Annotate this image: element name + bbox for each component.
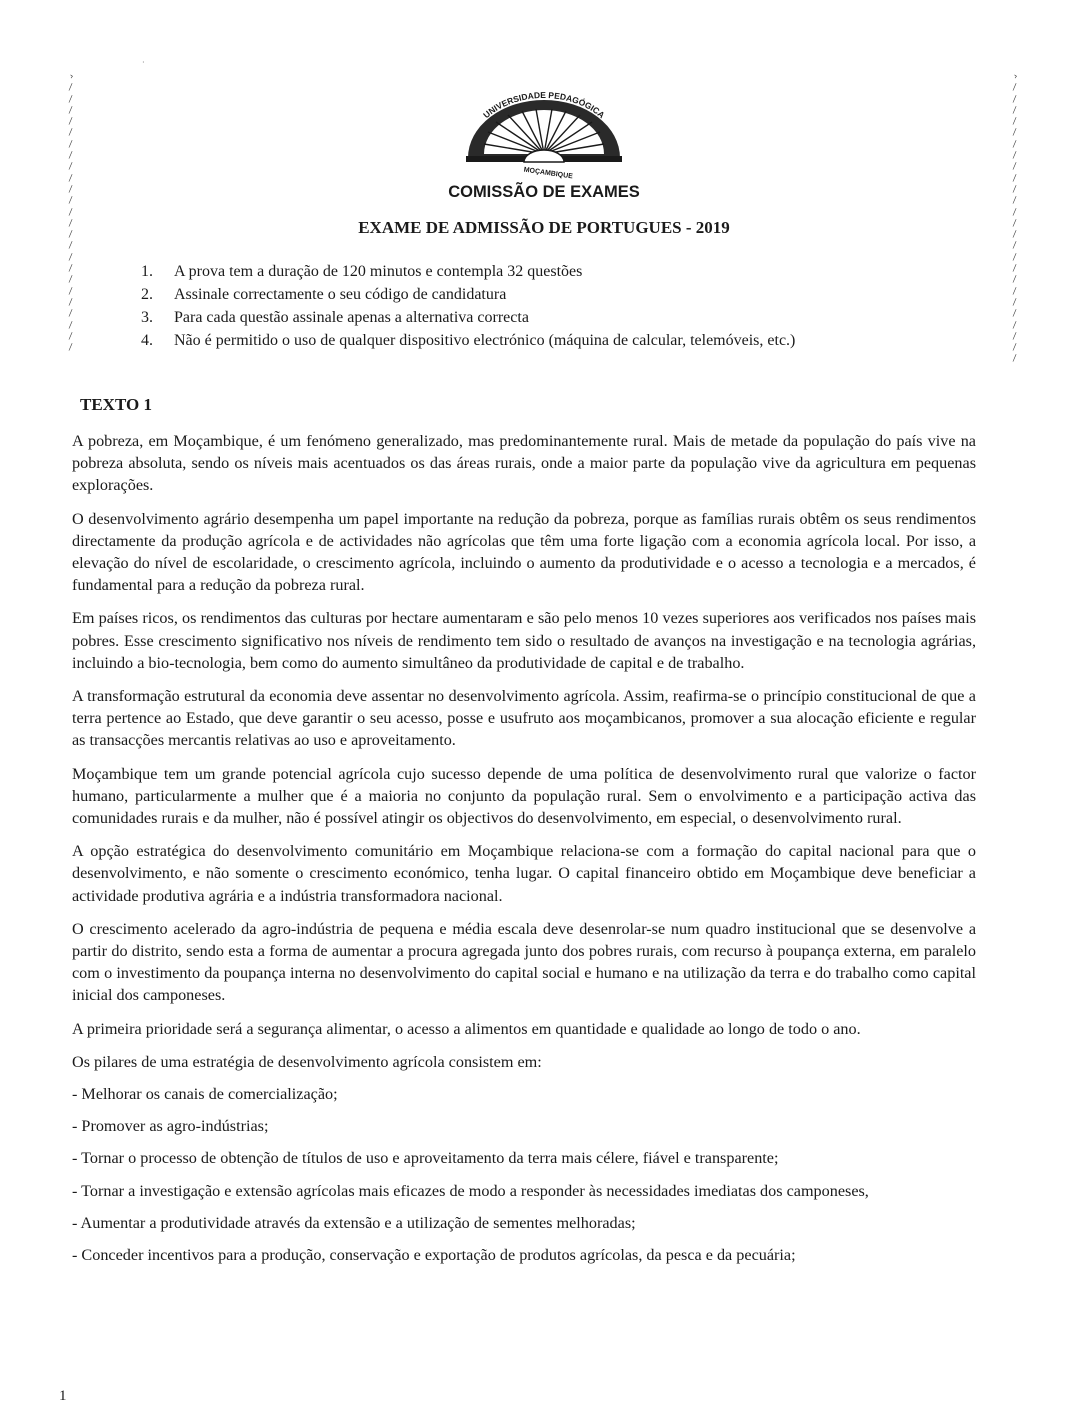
exam-title: EXAME DE ADMISSÃO DE PORTUGUES - 2019 [358, 218, 730, 237]
instruction-number: 1. [141, 263, 153, 280]
pillar-item: - Melhorar os canais de comercialização; [72, 1085, 338, 1104]
margin-tick-mark: ⁄ [69, 196, 73, 207]
margin-tick-mark: ⁄ [69, 252, 73, 263]
margin-tick-mark: ⁄ [69, 331, 73, 343]
margin-tick-mark: ⁄ [69, 173, 73, 184]
instruction-item [141, 306, 795, 329]
margin-tick-mark: ⁄ [1013, 196, 1017, 207]
instruction-text: Assinale correctamente o seu código de candidatura [174, 286, 507, 303]
page-number: 1 [59, 1388, 67, 1404]
margin-tick-mark: ⁄ [69, 162, 73, 173]
margin-tick-mark: › [69, 71, 75, 83]
margin-tick-mark: ⁄ [69, 105, 73, 117]
margin-tick-mark: ⁄ [69, 298, 73, 309]
text-body [72, 430, 976, 1276]
paragraph: Os pilares de uma estratégia de desenvolvimento agrícola consistem em: [72, 1052, 542, 1071]
margin-tick-mark: ⁄ [1013, 139, 1017, 150]
margin-tick-mark: ⁄ [69, 151, 73, 162]
paragraph: Moçambique tem um grande potencial agrícola cujo sucesso depende de uma política de desenvolvimento rural que valorize o factor humano, particularmente a mulher que é a maioria no conjunto da população rural. Sem o envolvimento e a participação activa das comunidades rurais e da mulher, não é possível atingir os objectivos do desenvolvimento, em especial, o desenvolvimento rural. [72, 764, 976, 828]
instructions-list [141, 260, 795, 352]
margin-tick-mark: › [1013, 71, 1019, 83]
margin-tick-mark: ⁄ [1013, 343, 1017, 354]
instruction-number: 4. [141, 332, 153, 349]
paragraph: A pobreza, em Moçambique, é um fenómeno generalizado, mas predominantemente rural. Mais de metade da população do país vive na pobreza absoluta, sendo os níveis mais acentuados os das áreas rurais, onde a maior parte da população vive da agricultura em pequenas explorações. [72, 432, 976, 495]
margin-tick-mark: ⁄ [1013, 275, 1017, 286]
margin-tick-mark: ⁄ [69, 309, 73, 320]
instruction-item [141, 260, 795, 283]
margin-tick-mark: ⁄ [69, 128, 73, 139]
margin-tick-mark: ⁄ [69, 218, 73, 230]
section-title: TEXTO 1 [80, 395, 152, 414]
university-logo-icon [458, 88, 630, 180]
margin-tick-mark: ⁄ [69, 275, 73, 286]
margin-tick-mark: ⁄ [1013, 162, 1017, 173]
paragraph: A primeira prioridade será a segurança alimentar, o acesso a alimentos em quantidade e qualidade ao longo de todo o ano. [72, 1019, 861, 1038]
margin-tick-mark: ⁄ [69, 286, 73, 297]
margin-tick-mark: ⁄ [1013, 309, 1017, 320]
margin-tick-mark: ⁄ [1013, 286, 1017, 297]
instruction-number: 2. [141, 286, 153, 303]
margin-tick-mark: ⁄ [1013, 320, 1017, 331]
margin-tick-mark: ⁄ [1013, 218, 1017, 230]
instruction-text: Não é permitido o uso de qualquer dispositivo electrónico (máquina de calcular, telemóveis, etc.) [174, 332, 796, 349]
margin-tick-mark: ⁄ [1013, 83, 1017, 94]
left-margin-marks [70, 72, 74, 354]
margin-tick-mark: ⁄ [1013, 298, 1017, 309]
margin-tick-mark: ⁄ [69, 185, 73, 196]
margin-tick-mark: ⁄ [1013, 128, 1017, 139]
paragraph: O crescimento acelerado da agro-indústria de pequena e média escala deve desenrolar-se num quadro institucional que se desenvolve a partir do distrito, sendo esta a forma de aumentar a procura agregada junto dos pobres rurais, com recurso à poupança externa, em paralelo com o investimento da poupança interna no desenvolvimento do capital social e humano e na utilização da terra e do trabalho como capital inicial dos camponeses. [72, 919, 976, 1005]
margin-tick-mark: ⁄ [1013, 94, 1017, 105]
scan-speck: · [142, 58, 145, 67]
instruction-text: A prova tem a duração de 120 minutos e contempla 32 questões [174, 263, 583, 280]
committee-heading: COMISSÃO DE EXAMES [448, 183, 640, 201]
margin-tick-mark: ⁄ [1013, 105, 1017, 117]
pillar-item: - Conceder incentivos para a produção, conservação e exportação de produtos agrícolas, da pesca e da pecuária; [72, 1246, 796, 1265]
margin-tick-mark: ⁄ [1013, 241, 1017, 252]
pillar-item: - Tornar o processo de obtenção de títulos de uso e aproveitamento da terra mais célere, fiável e transparente; [72, 1149, 779, 1168]
paragraph: A transformação estrutural da economia deve assentar no desenvolvimento agrícola. Assim, reafirma-se o princípio constitucional de que a terra pertence ao Estado, que deve garantir o seu acesso, posse e usufruto aos moçambicanos, promover a sua alocação eficiente e regular as transacções mercantis relativas ao uso e aproveitamento. [72, 687, 976, 750]
margin-tick-mark: ⁄ [69, 343, 73, 354]
instruction-item [141, 283, 795, 306]
logo-text-bottom: MOÇAMBIQUE [523, 166, 574, 180]
margin-tick-mark: ⁄ [69, 264, 73, 275]
paragraph: O desenvolvimento agrário desempenha um papel importante na redução da pobreza, porque as famílias rurais obtêm os seus rendimentos directamente da produção agrícola e de actividades não agrícolas que têm uma forte ligação com a economia agrícola local. Por isso, a elevação do nível de escolaridade, o crescimento agrícola, incluindo o aumento da produtividade e o acesso a tecnologia e a mercados, é fundamental para a redução da pobreza rural. [72, 509, 976, 595]
margin-tick-mark: ⁄ [1013, 185, 1017, 196]
margin-tick-mark: ⁄ [1013, 207, 1017, 218]
pillar-item: - Promover as agro-indústrias; [72, 1117, 269, 1136]
instruction-number: 3. [141, 309, 153, 326]
margin-tick-mark: ⁄ [69, 94, 73, 105]
margin-tick-mark: ⁄ [1013, 151, 1017, 162]
instruction-text: Para cada questão assinale apenas a alternativa correcta [174, 309, 529, 326]
paragraph: Em países ricos, os rendimentos das culturas por hectare aumentaram e são pelo menos 10 vezes superiores aos verificados nos países mais pobres. Esse crescimento significativo nos níveis de rendimento tem sido o resultado de avanços na investigação e na tecnologia agrárias, incluindo a bio-tecnologia, bem como do aumento simultâneo da produtividade de capital e de trabalho. [72, 609, 976, 672]
instruction-item [141, 329, 795, 352]
margin-tick-mark: ⁄ [69, 83, 73, 94]
pillar-item: - Aumentar a produtividade através da extensão e a utilização de sementes melhoradas; [72, 1213, 636, 1232]
margin-tick-mark: ⁄ [1013, 264, 1017, 275]
margin-tick-mark: ⁄ [1013, 354, 1017, 365]
margin-tick-mark: ⁄ [1013, 173, 1017, 184]
margin-tick-mark: ⁄ [1013, 117, 1017, 128]
paragraph: A opção estratégica do desenvolvimento comunitário em Moçambique relaciona-se com a formação do capital nacional para que o desenvolvimento, e não somente o crescimento económico, tenha lugar. O capital financeiro obtido em Moçambique deve beneficiar a actividade produtiva agrária e a indústria transformadora nacional. [72, 842, 976, 905]
margin-tick-mark: ⁄ [69, 207, 73, 218]
margin-tick-mark: ⁄ [69, 241, 73, 252]
pillar-item: - Tornar a investigação e extensão agrícolas mais eficazes de modo a responder às necessidades imediatas dos camponeses, [72, 1181, 869, 1200]
margin-tick-mark: ⁄ [1013, 331, 1017, 343]
margin-tick-mark: ⁄ [69, 139, 73, 150]
margin-tick-mark: ⁄ [69, 117, 73, 128]
margin-tick-mark: ⁄ [69, 320, 73, 331]
margin-tick-mark: ⁄ [1013, 252, 1017, 263]
margin-tick-mark: ⁄ [1013, 230, 1017, 241]
margin-tick-mark: ⁄ [69, 230, 73, 241]
logo-text-top: UNIVERSIDADE PEDAGÓGICA [481, 89, 607, 121]
